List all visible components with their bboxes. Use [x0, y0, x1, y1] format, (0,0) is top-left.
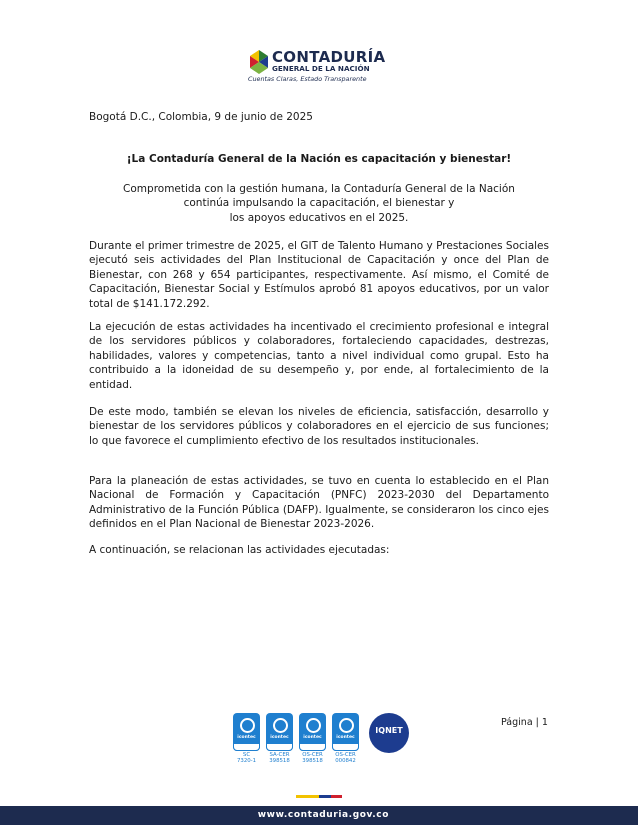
icontec-badge — [332, 713, 359, 767]
date-line: Bogotá D.C., Colombia, 9 de junio de 2025 — [89, 111, 313, 123]
cert-code: SA-CER 398518 — [269, 752, 290, 765]
intro-line: los apoyos educativos en el 2025. — [229, 211, 409, 224]
cert-code: SC 7320-1 — [236, 752, 257, 765]
flag-stripe — [296, 795, 342, 798]
cert-code: OS-CER 000842 — [335, 752, 356, 765]
footer-bar — [0, 806, 638, 825]
paragraph: Para la planeación de estas actividades, se tuvo en cuenta lo establecido en el Plan Nacional de Formación y Capacitación (PNFC) 2023-2030 del Departamento Administrativo de la Función Pública (DAFP). Igualmente, se consideraron los cinco ejes definidos en el Plan Nacional de Bienestar 2023-2026. — [89, 475, 549, 531]
icontec-label: icontec — [336, 735, 355, 740]
cgn-logo — [248, 46, 398, 82]
brand-subname: GENERAL DE LA NACIÓN — [272, 64, 370, 73]
document-title: ¡La Contaduría General de la Nación es capacitación y bienestar! — [126, 153, 512, 165]
icontec-label: icontec — [270, 735, 289, 740]
page-number: Página | 1 — [501, 717, 548, 728]
intro-line: continúa impulsando la capacitación, el bienestar y — [183, 197, 455, 210]
icontec-badge — [299, 713, 326, 767]
paragraph: A continuación, se relacionan las actividades ejecutadas: — [89, 544, 390, 556]
paragraph: Durante el primer trimestre de 2025, el GIT de Talento Humano y Prestaciones Sociales ejecutó seis actividades del Plan Institucional de Capacitación y once del Plan de Bienestar, con 268 y 654 participantes, respectivamente. Así mismo, el Comité de Capacitación, Bienestar Social y Estímulos aprobó 81 apoyos educativos, por un valor total de $141.172.292. — [89, 240, 549, 310]
paragraph: La ejecución de estas actividades ha incentivado el crecimiento profesional e integral de los servidores públicos y colaboradores, fortaleciendo capacidades, destrezas, habilidades, valores y competencias, tanto a nivel individual como grupal. Esto ha contribuido a la idoneidad de su desempeño y, por ende, al fortalecimiento de la entidad. — [89, 321, 549, 391]
brand-name: CONTADURÍA — [272, 48, 386, 66]
cgn-emblem-icon — [248, 48, 270, 76]
brand-slogan: Cuentas Claras, Estado Transparente — [248, 75, 367, 83]
icontec-badge — [233, 713, 260, 767]
cert-code: OS-CER 398518 — [302, 752, 323, 765]
footer-url[interactable]: www.contaduria.gov.co — [257, 810, 389, 820]
paragraph: De este modo, también se elevan los niveles de eficiencia, satisfacción, desarrollo y bienestar de los servidores públicos y colaboradores en el ejercicio de sus funciones; lo que favorece el cumplimiento efectivo de los resultados institucionales. — [89, 406, 549, 447]
iqnet-badge — [369, 713, 409, 753]
icontec-label: icontec — [237, 735, 256, 740]
intro-line: Comprometida con la gestión humana, la Contaduría General de la Nación — [123, 183, 515, 195]
iqnet-label: IQNET — [375, 726, 403, 735]
intro-block — [89, 182, 549, 225]
certification-badges — [233, 713, 413, 773]
icontec-badge — [266, 713, 293, 767]
icontec-label: icontec — [303, 735, 322, 740]
